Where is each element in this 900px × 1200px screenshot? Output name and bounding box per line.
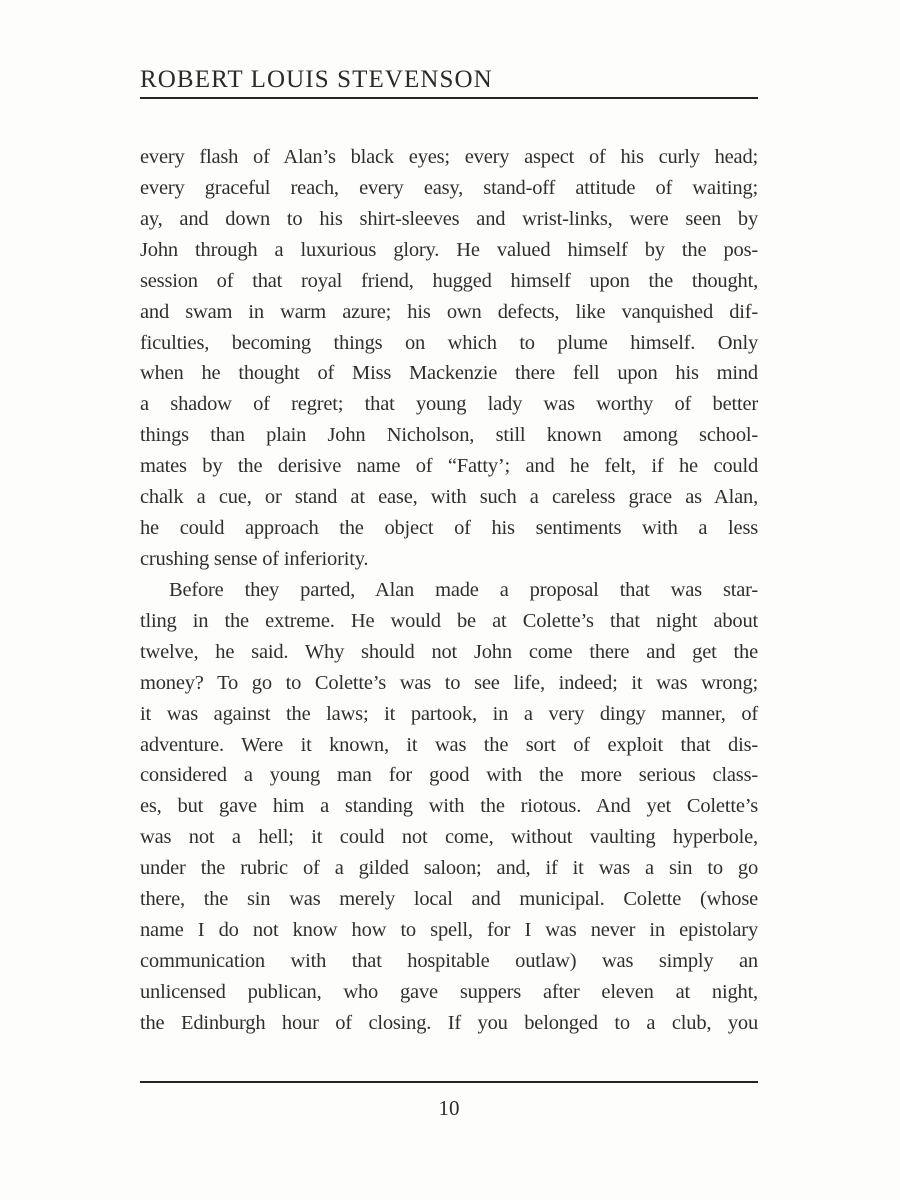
text-line: twelve, he said. Why should not John come there and get the: [140, 640, 758, 663]
text-line: crushing sense of inferiority.: [140, 547, 369, 570]
text-line: communication with that hospitable outlaw) was simply an: [140, 949, 758, 972]
text-line: session of that royal friend, hugged himself upon the thought,: [140, 269, 758, 292]
text-line: a shadow of regret; that young lady was worthy of better: [140, 393, 758, 416]
text-line: the Edinburgh hour of closing. If you belonged to a club, you: [140, 1011, 758, 1034]
running-header-author: ROBERT LOUIS STEVENSON: [140, 66, 493, 93]
text-line: unlicensed publican, who gave suppers after eleven at night,: [140, 980, 758, 1003]
text-line: John through a luxurious glory. He valued himself by the pos-: [140, 238, 758, 261]
text-line: it was against the laws; it partook, in a very dingy manner, of: [140, 702, 758, 725]
body-text: [140, 142, 758, 1039]
header-rule: [140, 97, 758, 99]
text-line: things than plain John Nicholson, still known among school-: [140, 424, 758, 447]
text-line: and swam in warm azure; his own defects, like vanquished dif-: [140, 300, 758, 323]
footer-rule: [140, 1081, 758, 1083]
text-line: there, the sin was merely local and municipal. Colette (whose: [140, 888, 758, 911]
text-line: under the rubric of a gilded saloon; and, if it was a sin to go: [140, 857, 758, 880]
text-line: money? To go to Colette’s was to see life, indeed; it was wrong;: [140, 671, 758, 694]
text-line: he could approach the object of his sentiments with a less: [140, 517, 758, 540]
text-line: when he thought of Miss Mackenzie there fell upon his mind: [140, 362, 758, 385]
text-line: tling in the extreme. He would be at Colette’s that night about: [140, 609, 758, 632]
text-line: ay, and down to his shirt-sleeves and wrist-links, were seen by: [140, 207, 758, 230]
text-line: considered a young man for good with the more serious class-: [140, 764, 758, 787]
text-line: name I do not know how to spell, for I was never in epistolary: [140, 919, 758, 942]
text-line: es, but gave him a standing with the riotous. And yet Colette’s: [140, 795, 758, 818]
page-number: 10: [438, 1096, 460, 1120]
text-line: ficulties, becoming things on which to plume himself. Only: [140, 331, 758, 354]
text-line: every flash of Alan’s black eyes; every aspect of his curly head;: [140, 146, 758, 168]
text-line: was not a hell; it could not come, without vaulting hyperbole,: [140, 826, 758, 849]
text-line: chalk a cue, or stand at ease, with such a careless grace as Alan,: [140, 486, 758, 509]
text-line: mates by the derisive name of “Fatty’; and he felt, if he could: [140, 455, 758, 478]
text-line: Before they parted, Alan made a proposal that was star-: [169, 578, 758, 601]
text-line: every graceful reach, every easy, stand-off attitude of waiting;: [140, 176, 758, 199]
text-line: adventure. Were it known, it was the sort of exploit that dis-: [140, 733, 758, 756]
